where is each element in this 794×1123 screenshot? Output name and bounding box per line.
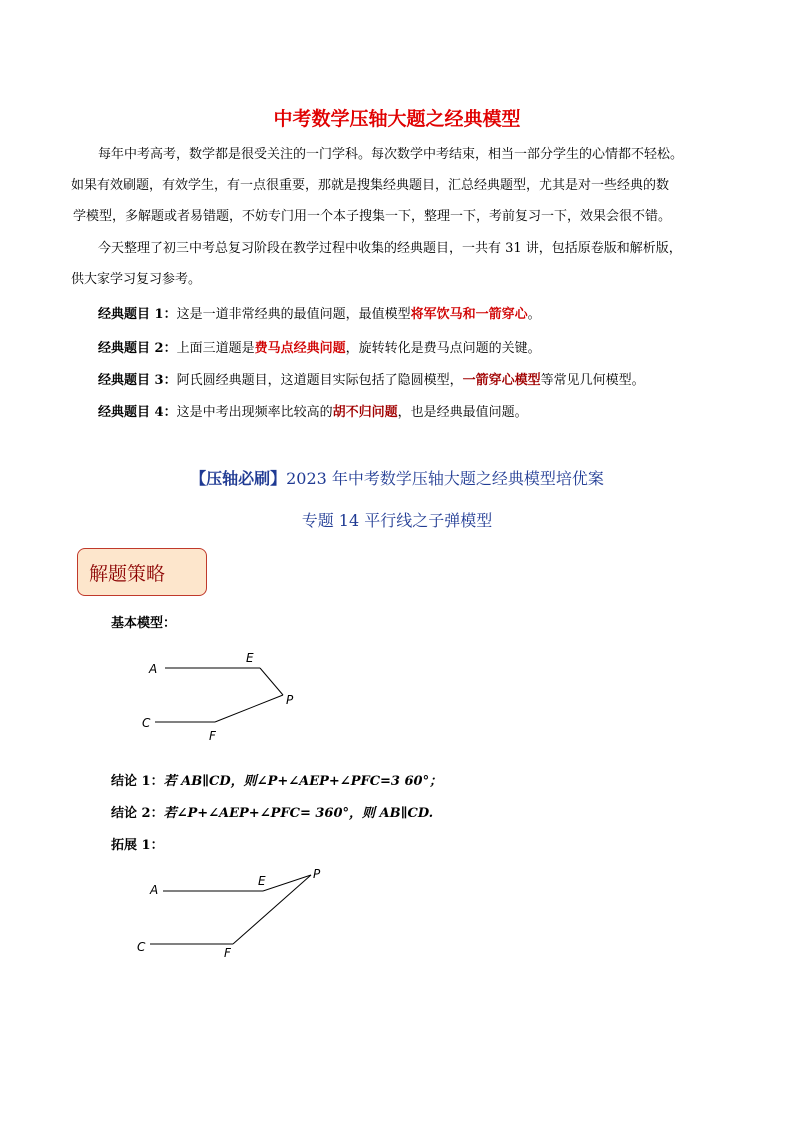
item-text: 这是中考出现频率比较高的 — [176, 405, 333, 420]
item-text: ，也是经典最值问题。 — [397, 405, 528, 420]
conclusion-2 — [111, 802, 433, 821]
extension-label: 拓展 1： — [111, 838, 164, 853]
point-label-e: E — [246, 651, 254, 665]
item-label: 经典题目 3： — [98, 373, 177, 388]
basic-model-label: 基本模型： — [111, 616, 177, 631]
item-text: ，旋转转化是费马点问题的关键。 — [345, 341, 541, 356]
line-pf-2 — [233, 875, 311, 944]
point-label-f: F — [209, 729, 216, 743]
point-label-e-2: E — [258, 874, 266, 888]
point-label-a: A — [149, 662, 158, 676]
conclusion-label: 结论 2： — [111, 806, 164, 821]
item-text: 上面三道题是 — [176, 341, 255, 356]
item-highlight: 将军饮马和一箭穿心 — [410, 307, 528, 322]
page-title: 中考数学压轴大题之经典模型 — [273, 108, 521, 130]
point-label-f-2: F — [224, 946, 231, 960]
intro-line: 每年中考高考，数学都是很受关注的一门学科。每次数学中考结束，相当一部分学生的心情都不轻松。 — [98, 147, 684, 162]
conclusion-label: 结论 1： — [111, 774, 164, 789]
item-label: 经典题目 2： — [98, 341, 177, 356]
item-highlight: 胡不归问题 — [332, 405, 398, 420]
line-ep — [260, 668, 283, 695]
conclusion-text: 若∠P+∠AEP+∠PFC= 360°，则 AB∥CD. — [163, 806, 434, 821]
point-label-a-2: A — [150, 883, 159, 897]
point-label-c: C — [142, 716, 151, 730]
item-text: 这是一道非常经典的最值问题，最值模型 — [176, 307, 411, 322]
line-ep-2 — [263, 875, 311, 891]
intro-line: 如果有效刷题，有效学生，有一点很重要，那就是搜集经典题目，汇总经典题型，尤其是对一些经典的数 — [71, 178, 670, 193]
point-label-c-2: C — [137, 940, 146, 954]
intro-line: 学模型，多解题或者易错题，不妨专门用一个本子搜集一下，整理一下，考前复习一下，效果会很不错。 — [73, 209, 672, 224]
point-label-p: P — [286, 693, 294, 707]
item-highlight: 费马点经典问题 — [254, 341, 346, 356]
item-text: 阿氏圆经典题目，这道题目实际包括了隐圆模型， — [176, 373, 463, 388]
line-pf — [215, 695, 283, 722]
conclusion-1 — [111, 770, 442, 789]
item-label: 经典题目 4： — [98, 405, 177, 420]
item-label: 经典题目 1： — [98, 307, 177, 322]
conclusion-text: 若 AB∥CD，则∠P+∠AEP+∠PFC=3 60°； — [163, 774, 443, 789]
intro-line: 供大家学习复习参考。 — [71, 272, 202, 287]
section-subtitle: 专题 14 平行线之子弹模型 — [301, 511, 493, 530]
item-text: 等常见几何模型。 — [540, 373, 645, 388]
item-highlight: 一箭穿心模型 — [462, 373, 541, 388]
strategy-label: 解题策略 — [89, 563, 166, 585]
item-text: 。 — [527, 307, 541, 322]
heading-text: 2023 年中考数学压轴大题之经典模型培优案 — [286, 469, 604, 488]
point-label-p-2: P — [313, 867, 321, 881]
intro-line: 今天整理了初三中考总复习阶段在教学过程中收集的经典题目，一共有 31 讲，包括原卷版和解析版， — [98, 241, 682, 256]
heading-bracket: 【压轴必刷】 — [190, 469, 287, 488]
